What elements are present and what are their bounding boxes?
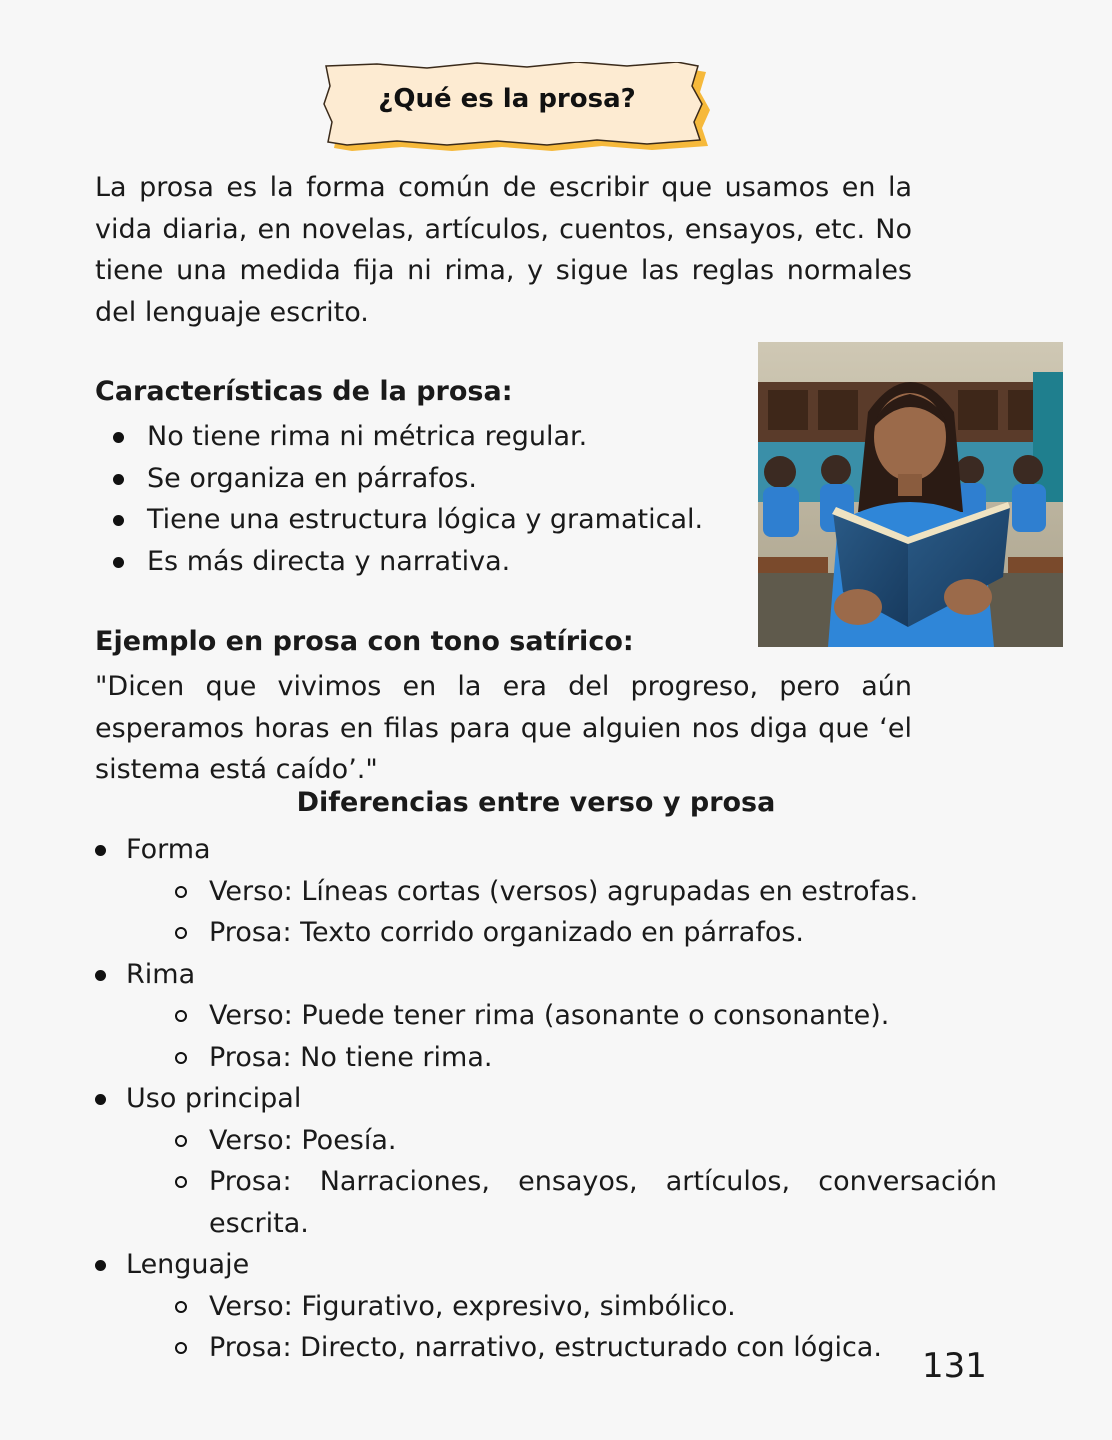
differences-list	[95, 829, 997, 1369]
list-item: Tiene una estructura lógica y gramatical.	[95, 499, 703, 541]
list-item	[95, 954, 997, 1079]
list-item: Prosa: Directo, narrativo, estructurado con lógica.	[157, 1327, 997, 1369]
list-item: Es más directa y narrativa.	[95, 541, 703, 583]
list-item: No tiene rima ni métrica regular.	[95, 416, 703, 458]
list-item: Verso: Poesía.	[157, 1120, 997, 1162]
title-banner	[322, 62, 714, 154]
example-heading: Ejemplo en prosa con tono satírico:	[95, 626, 634, 657]
intro-paragraph: La prosa es la forma común de escribir que usamos en la vida diaria, en novelas, artículos, cuentos, ensayos, etc. No tiene una medida fija ni rima, y sigue las reglas normales del lenguaje escrito.	[95, 172, 912, 328]
page-number: 131	[922, 1346, 987, 1386]
characteristics-list	[95, 416, 703, 582]
group-label-rima: Rima	[126, 958, 196, 990]
list-item: Verso: Figurativo, expresivo, simbólico.	[157, 1286, 997, 1328]
differences-title: Diferencias entre verso y prosa	[296, 787, 776, 818]
characteristics-heading: Características de la prosa:	[95, 376, 513, 407]
list-item	[95, 1078, 997, 1244]
student-reading-photo	[758, 342, 1063, 647]
banner-title: ¿Qué es la prosa?	[378, 84, 636, 114]
list-item: Prosa: Narraciones, ensayos, artículos, conversación escrita.	[157, 1161, 997, 1244]
group-label-lenguaje: Lenguaje	[126, 1249, 250, 1280]
list-item	[95, 829, 997, 954]
list-item: Prosa: Texto corrido organizado en párrafos.	[157, 912, 997, 954]
list-item: Se organiza en párrafos.	[95, 458, 703, 500]
example-quote: "Dicen que vivimos en la era del progreso, pero aún esperamos horas en filas para que alguien nos diga que ‘el sistema está caído’."	[95, 671, 912, 785]
group-label-forma: Forma	[126, 834, 211, 865]
list-item	[95, 1244, 997, 1369]
list-item: Verso: Líneas cortas (versos) agrupadas en estrofas.	[157, 871, 997, 913]
group-label-uso-principal: Uso principal	[126, 1083, 302, 1114]
list-item: Prosa: No tiene rima.	[157, 1037, 997, 1079]
list-item: Verso: Puede tener rima (asonante o consonante).	[157, 995, 997, 1037]
